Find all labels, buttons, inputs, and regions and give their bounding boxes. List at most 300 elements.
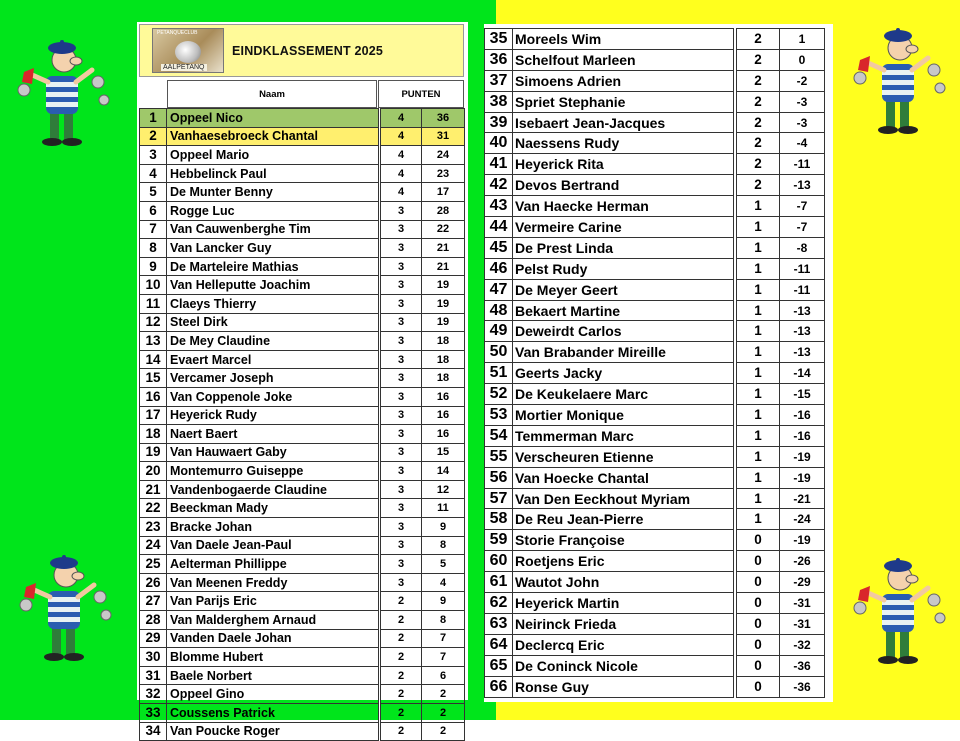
difference-cell: -29 xyxy=(780,572,825,593)
rank-cell: 27 xyxy=(140,592,167,611)
rank-cell: 54 xyxy=(485,425,513,446)
player-name-cell: Declercq Eric xyxy=(513,634,734,655)
player-name-cell: Isebaert Jean-Jacques xyxy=(513,112,734,133)
player-name-cell: Van Meenen Freddy xyxy=(167,573,379,592)
points-cell: 3 xyxy=(381,480,422,499)
player-name-cell: Van Helleputte Joachim xyxy=(167,276,379,295)
points-cell: 3 xyxy=(381,499,422,518)
standings-sheet-right xyxy=(484,24,833,702)
rank-cell: 39 xyxy=(485,112,513,133)
player-name-cell: Baele Norbert xyxy=(167,666,379,685)
player-name-cell: Oppeel Nico xyxy=(167,109,379,128)
difference-cell: -7 xyxy=(780,196,825,217)
player-name-cell: Bekaert Martine xyxy=(513,300,734,321)
difference-cell: -36 xyxy=(780,655,825,676)
difference-cell: 7 xyxy=(422,629,465,648)
difference-cell: -8 xyxy=(780,237,825,258)
player-name-cell: Neirinck Frieda xyxy=(513,613,734,634)
player-name-cell: Simoens Adrien xyxy=(513,70,734,91)
player-name-cell: Van Hoecke Chantal xyxy=(513,467,734,488)
player-name-cell: Van Coppenole Joke xyxy=(167,387,379,406)
points-cell: 4 xyxy=(381,164,422,183)
table-row xyxy=(140,239,465,258)
table-row xyxy=(140,164,465,183)
points-cell: 0 xyxy=(737,655,780,676)
points-cell: 3 xyxy=(381,332,422,351)
rank-cell: 66 xyxy=(485,676,513,697)
player-name-cell: Van Den Eeckhout Myriam xyxy=(513,488,734,509)
points-cell: 0 xyxy=(737,551,780,572)
table-row xyxy=(485,70,825,91)
player-name-cell: Deweirdt Carlos xyxy=(513,321,734,342)
table-row xyxy=(140,573,465,592)
points-cell: 2 xyxy=(381,611,422,630)
rank-cell: 12 xyxy=(140,313,167,332)
header-box xyxy=(139,24,464,77)
difference-cell: 14 xyxy=(422,462,465,481)
rank-cell: 24 xyxy=(140,536,167,555)
rank-cell: 53 xyxy=(485,405,513,426)
table-row xyxy=(140,294,465,313)
table-row xyxy=(140,462,465,481)
rank-cell: 34 xyxy=(140,722,167,741)
player-name-cell: Schelfout Marleen xyxy=(513,49,734,70)
points-cell: 4 xyxy=(381,109,422,128)
difference-cell: -32 xyxy=(780,634,825,655)
difference-cell: 19 xyxy=(422,294,465,313)
player-name-cell: Evaert Marcel xyxy=(167,350,379,369)
difference-cell: -36 xyxy=(780,676,825,697)
points-cell: 3 xyxy=(381,443,422,462)
points-cell: 4 xyxy=(381,183,422,202)
rank-cell: 25 xyxy=(140,555,167,574)
points-cell: 3 xyxy=(381,257,422,276)
rank-cell: 11 xyxy=(140,294,167,313)
rank-cell: 7 xyxy=(140,220,167,239)
table-row xyxy=(140,220,465,239)
table-row xyxy=(140,555,465,574)
points-cell: 3 xyxy=(381,425,422,444)
points-cell: 3 xyxy=(381,276,422,295)
points-cell: 0 xyxy=(737,593,780,614)
rank-cell: 40 xyxy=(485,133,513,154)
player-name-cell: Vanden Daele Johan xyxy=(167,629,379,648)
difference-cell: 16 xyxy=(422,387,465,406)
column-header-points: PUNTEN xyxy=(378,80,464,108)
difference-cell: 1 xyxy=(780,29,825,50)
difference-cell: 6 xyxy=(422,666,465,685)
rank-cell: 37 xyxy=(485,70,513,91)
difference-cell: -11 xyxy=(780,279,825,300)
rank-cell: 44 xyxy=(485,217,513,238)
rank-cell: 28 xyxy=(140,611,167,630)
player-name-cell: Ronse Guy xyxy=(513,676,734,697)
table-row xyxy=(485,217,825,238)
player-name-cell: Montemurro Guiseppe xyxy=(167,462,379,481)
table-row xyxy=(140,369,465,388)
standings-table-left xyxy=(139,108,465,741)
player-name-cell: Oppeel Mario xyxy=(167,146,379,165)
difference-cell: -31 xyxy=(780,613,825,634)
rank-cell: 36 xyxy=(485,49,513,70)
rank-cell: 10 xyxy=(140,276,167,295)
rank-cell: 4 xyxy=(140,164,167,183)
difference-cell: 8 xyxy=(422,611,465,630)
rank-cell: 2 xyxy=(140,127,167,146)
rank-cell: 58 xyxy=(485,509,513,530)
difference-cell: 19 xyxy=(422,276,465,295)
table-row xyxy=(140,685,465,704)
table-row xyxy=(485,446,825,467)
table-row xyxy=(140,146,465,165)
rank-cell: 19 xyxy=(140,443,167,462)
player-name-cell: Van Lancker Guy xyxy=(167,239,379,258)
player-name-cell: Moreels Wim xyxy=(513,29,734,50)
table-row xyxy=(485,91,825,112)
player-name-cell: Van Daele Jean-Paul xyxy=(167,536,379,555)
rank-cell: 21 xyxy=(140,480,167,499)
table-row xyxy=(485,530,825,551)
table-row xyxy=(140,183,465,202)
difference-cell: 18 xyxy=(422,332,465,351)
difference-cell: -13 xyxy=(780,175,825,196)
points-cell: 1 xyxy=(737,342,780,363)
table-row xyxy=(140,387,465,406)
points-cell: 3 xyxy=(381,518,422,537)
points-cell: 3 xyxy=(381,239,422,258)
difference-cell: -13 xyxy=(780,321,825,342)
column-header-name: Naam xyxy=(167,80,377,108)
difference-cell: -11 xyxy=(780,154,825,175)
points-cell: 2 xyxy=(737,29,780,50)
difference-cell: -19 xyxy=(780,530,825,551)
table-row xyxy=(140,518,465,537)
table-row xyxy=(140,592,465,611)
points-cell: 1 xyxy=(737,237,780,258)
player-name-cell: Hebbelinck Paul xyxy=(167,164,379,183)
rank-cell: 49 xyxy=(485,321,513,342)
points-cell: 2 xyxy=(737,133,780,154)
points-cell: 2 xyxy=(381,648,422,667)
points-cell: 1 xyxy=(737,258,780,279)
player-name-cell: Heyerick Martin xyxy=(513,593,734,614)
player-name-cell: Steel Dirk xyxy=(167,313,379,332)
difference-cell: -7 xyxy=(780,217,825,238)
player-name-cell: Vandenbogaerde Claudine xyxy=(167,480,379,499)
difference-cell: 31 xyxy=(422,127,465,146)
standings-table-right xyxy=(484,28,825,698)
player-name-cell: Vanhaesebroeck Chantal xyxy=(167,127,379,146)
rank-cell: 45 xyxy=(485,237,513,258)
points-cell: 2 xyxy=(381,704,422,723)
difference-cell: -31 xyxy=(780,593,825,614)
player-name-cell: Heyerick Rita xyxy=(513,154,734,175)
player-name-cell: Aelterman Phillippe xyxy=(167,555,379,574)
difference-cell: 12 xyxy=(422,480,465,499)
difference-cell: -13 xyxy=(780,300,825,321)
points-cell: 1 xyxy=(737,279,780,300)
table-row xyxy=(140,704,465,723)
table-row xyxy=(485,49,825,70)
table-row xyxy=(485,300,825,321)
points-cell: 3 xyxy=(381,536,422,555)
points-cell: 2 xyxy=(381,629,422,648)
player-name-cell: Devos Bertrand xyxy=(513,175,734,196)
table-row xyxy=(485,133,825,154)
player-name-cell: Rogge Luc xyxy=(167,201,379,220)
rank-cell: 42 xyxy=(485,175,513,196)
player-name-cell: Van Haecke Herman xyxy=(513,196,734,217)
petanque-player-icon xyxy=(14,545,114,665)
rank-cell: 26 xyxy=(140,573,167,592)
rank-cell: 30 xyxy=(140,648,167,667)
difference-cell: -3 xyxy=(780,91,825,112)
player-name-cell: Coussens Patrick xyxy=(167,704,379,723)
table-row xyxy=(140,332,465,351)
logo-club-text: PETANQUECLUB xyxy=(157,30,198,36)
table-row xyxy=(140,611,465,630)
rank-cell: 63 xyxy=(485,613,513,634)
table-row xyxy=(485,405,825,426)
rank-cell: 62 xyxy=(485,593,513,614)
table-row xyxy=(485,279,825,300)
player-name-cell: Geerts Jacky xyxy=(513,363,734,384)
difference-cell: 8 xyxy=(422,536,465,555)
club-logo xyxy=(152,28,224,73)
points-cell: 1 xyxy=(737,300,780,321)
table-row xyxy=(485,634,825,655)
points-cell: 3 xyxy=(381,313,422,332)
points-cell: 2 xyxy=(381,592,422,611)
difference-cell: 9 xyxy=(422,592,465,611)
player-name-cell: Temmerman Marc xyxy=(513,425,734,446)
difference-cell: 28 xyxy=(422,201,465,220)
rank-cell: 15 xyxy=(140,369,167,388)
points-cell: 3 xyxy=(381,220,422,239)
rank-cell: 22 xyxy=(140,499,167,518)
points-cell: 2 xyxy=(737,175,780,196)
difference-cell: 2 xyxy=(422,685,465,704)
rank-cell: 5 xyxy=(140,183,167,202)
points-cell: 2 xyxy=(737,154,780,175)
player-name-cell: Storie Françoise xyxy=(513,530,734,551)
table-row xyxy=(140,127,465,146)
table-row xyxy=(140,425,465,444)
table-row xyxy=(140,313,465,332)
table-row xyxy=(140,499,465,518)
points-cell: 1 xyxy=(737,467,780,488)
points-cell: 1 xyxy=(737,425,780,446)
rank-cell: 23 xyxy=(140,518,167,537)
table-row xyxy=(485,593,825,614)
player-name-cell: De Prest Linda xyxy=(513,237,734,258)
table-row xyxy=(140,536,465,555)
rank-cell: 65 xyxy=(485,655,513,676)
difference-cell: -2 xyxy=(780,70,825,91)
difference-cell: -19 xyxy=(780,467,825,488)
player-name-cell: Roetjens Eric xyxy=(513,551,734,572)
difference-cell: 2 xyxy=(422,722,465,741)
difference-cell: 18 xyxy=(422,350,465,369)
difference-cell: 21 xyxy=(422,257,465,276)
points-cell: 0 xyxy=(737,634,780,655)
difference-cell: -21 xyxy=(780,488,825,509)
points-cell: 1 xyxy=(737,488,780,509)
difference-cell: -26 xyxy=(780,551,825,572)
rank-cell: 20 xyxy=(140,462,167,481)
table-row xyxy=(485,572,825,593)
rank-cell: 3 xyxy=(140,146,167,165)
points-cell: 3 xyxy=(381,350,422,369)
difference-cell: 23 xyxy=(422,164,465,183)
difference-cell: 2 xyxy=(422,704,465,723)
rank-cell: 48 xyxy=(485,300,513,321)
points-cell: 3 xyxy=(381,406,422,425)
player-name-cell: Blomme Hubert xyxy=(167,648,379,667)
rank-cell: 29 xyxy=(140,629,167,648)
table-row xyxy=(140,257,465,276)
rank-cell: 55 xyxy=(485,446,513,467)
points-cell: 0 xyxy=(737,572,780,593)
table-row xyxy=(485,112,825,133)
rank-cell: 57 xyxy=(485,488,513,509)
rank-cell: 43 xyxy=(485,196,513,217)
difference-cell: 19 xyxy=(422,313,465,332)
rank-cell: 31 xyxy=(140,666,167,685)
player-name-cell: De Meyer Geert xyxy=(513,279,734,300)
table-row xyxy=(140,629,465,648)
petanque-player-icon xyxy=(12,30,112,150)
difference-cell: 18 xyxy=(422,369,465,388)
table-row xyxy=(485,237,825,258)
table-row xyxy=(140,480,465,499)
player-name-cell: Vercamer Joseph xyxy=(167,369,379,388)
player-name-cell: De Mey Claudine xyxy=(167,332,379,351)
rank-cell: 47 xyxy=(485,279,513,300)
points-cell: 3 xyxy=(381,555,422,574)
difference-cell: -4 xyxy=(780,133,825,154)
player-name-cell: Van Hauwaert Gaby xyxy=(167,443,379,462)
rank-cell: 33 xyxy=(140,704,167,723)
points-cell: 3 xyxy=(381,462,422,481)
points-cell: 1 xyxy=(737,321,780,342)
difference-cell: 16 xyxy=(422,425,465,444)
difference-cell: -24 xyxy=(780,509,825,530)
rank-cell: 17 xyxy=(140,406,167,425)
player-name-cell: Pelst Rudy xyxy=(513,258,734,279)
points-cell: 0 xyxy=(737,676,780,697)
player-name-cell: Heyerick Rudy xyxy=(167,406,379,425)
difference-cell: 0 xyxy=(780,49,825,70)
difference-cell: 36 xyxy=(422,109,465,128)
points-cell: 2 xyxy=(737,49,780,70)
points-cell: 4 xyxy=(381,146,422,165)
table-row xyxy=(485,154,825,175)
difference-cell: 17 xyxy=(422,183,465,202)
player-name-cell: Van Cauwenberghe Tim xyxy=(167,220,379,239)
points-cell: 3 xyxy=(381,294,422,313)
rank-cell: 1 xyxy=(140,109,167,128)
player-name-cell: De Coninck Nicole xyxy=(513,655,734,676)
player-name-cell: Beeckman Mady xyxy=(167,499,379,518)
table-row xyxy=(485,467,825,488)
points-cell: 3 xyxy=(381,369,422,388)
points-cell: 2 xyxy=(737,112,780,133)
table-row xyxy=(485,676,825,697)
player-name-cell: Van Malderghem Arnaud xyxy=(167,611,379,630)
standings-sheet-left xyxy=(137,22,468,739)
points-cell: 0 xyxy=(737,530,780,551)
points-cell: 1 xyxy=(737,446,780,467)
points-cell: 1 xyxy=(737,196,780,217)
rank-cell: 64 xyxy=(485,634,513,655)
table-row xyxy=(485,384,825,405)
difference-cell: 9 xyxy=(422,518,465,537)
player-name-cell: Mortier Monique xyxy=(513,405,734,426)
player-name-cell: Van Brabander Mireille xyxy=(513,342,734,363)
points-cell: 1 xyxy=(737,509,780,530)
player-name-cell: Verscheuren Etienne xyxy=(513,446,734,467)
points-cell: 3 xyxy=(381,201,422,220)
player-name-cell: Van Parijs Eric xyxy=(167,592,379,611)
table-row xyxy=(485,258,825,279)
rank-cell: 52 xyxy=(485,384,513,405)
rank-cell: 60 xyxy=(485,551,513,572)
difference-cell: -16 xyxy=(780,425,825,446)
difference-cell: 24 xyxy=(422,146,465,165)
points-cell: 1 xyxy=(737,217,780,238)
table-row xyxy=(485,488,825,509)
rank-cell: 16 xyxy=(140,387,167,406)
rank-cell: 9 xyxy=(140,257,167,276)
points-cell: 2 xyxy=(737,91,780,112)
player-name-cell: Claeys Thierry xyxy=(167,294,379,313)
difference-cell: 21 xyxy=(422,239,465,258)
difference-cell: -15 xyxy=(780,384,825,405)
rank-cell: 51 xyxy=(485,363,513,384)
table-row xyxy=(140,406,465,425)
rank-cell: 8 xyxy=(140,239,167,258)
points-cell: 3 xyxy=(381,387,422,406)
table-row xyxy=(485,196,825,217)
table-row xyxy=(140,201,465,220)
points-cell: 2 xyxy=(381,685,422,704)
table-row xyxy=(140,350,465,369)
points-cell: 2 xyxy=(737,70,780,91)
difference-cell: -19 xyxy=(780,446,825,467)
table-row xyxy=(485,29,825,50)
rank-cell: 18 xyxy=(140,425,167,444)
difference-cell: -11 xyxy=(780,258,825,279)
table-row xyxy=(485,321,825,342)
player-name-cell: Van Poucke Roger xyxy=(167,722,379,741)
table-row xyxy=(140,109,465,128)
page-title: EINDKLASSEMENT 2025 xyxy=(232,44,384,58)
player-name-cell: Bracke Johan xyxy=(167,518,379,537)
player-name-cell: Oppeel Gino xyxy=(167,685,379,704)
player-name-cell: Spriet Stephanie xyxy=(513,91,734,112)
rank-cell: 32 xyxy=(140,685,167,704)
difference-cell: 15 xyxy=(422,443,465,462)
difference-cell: -3 xyxy=(780,112,825,133)
difference-cell: 4 xyxy=(422,573,465,592)
player-name-cell: Vermeire Carine xyxy=(513,217,734,238)
table-row xyxy=(485,509,825,530)
petanque-player-icon xyxy=(848,548,948,668)
player-name-cell: Naessens Rudy xyxy=(513,133,734,154)
points-cell: 2 xyxy=(381,722,422,741)
rank-cell: 50 xyxy=(485,342,513,363)
